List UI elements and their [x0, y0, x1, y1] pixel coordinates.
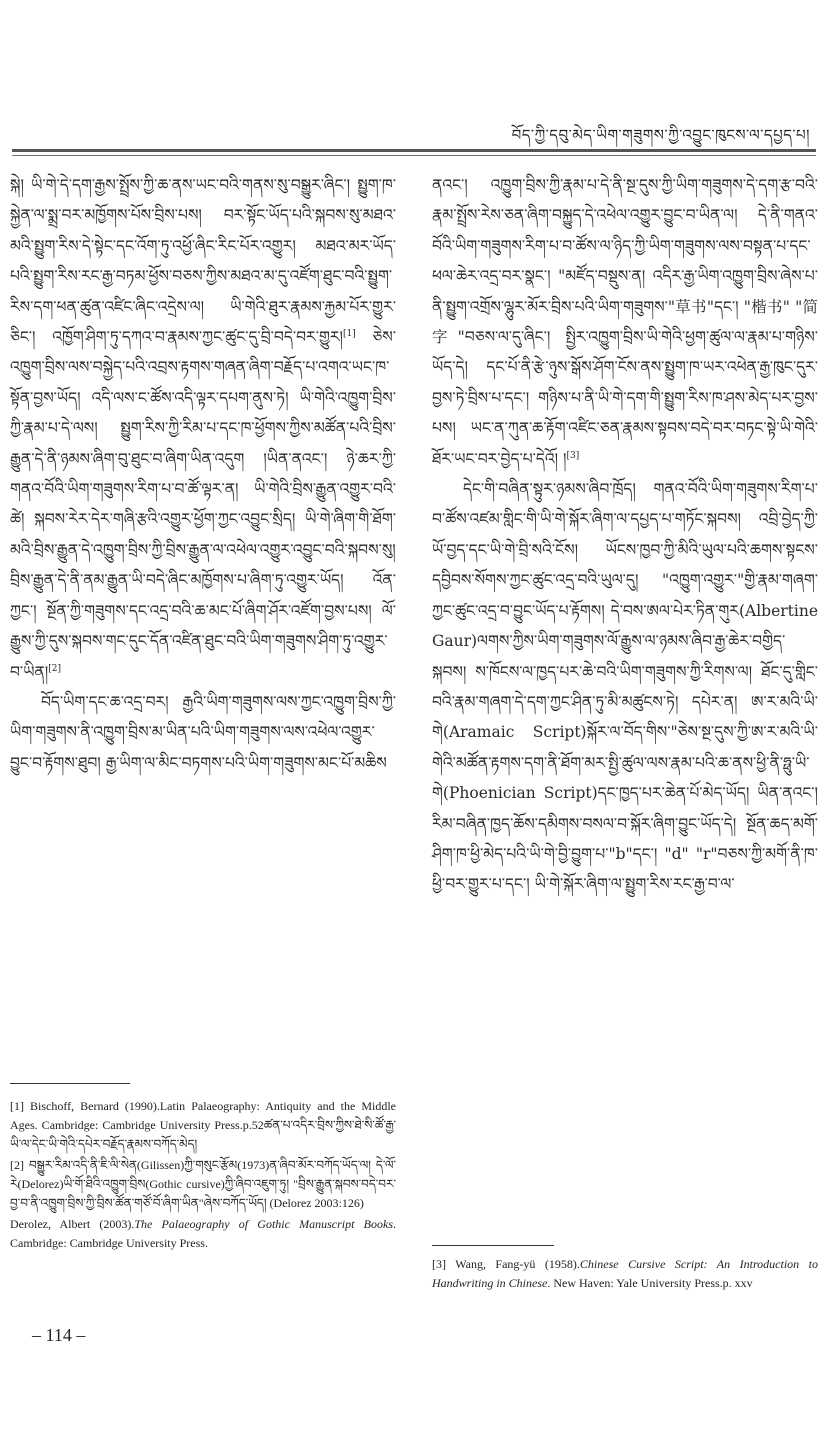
footnote-rule-left — [10, 1083, 130, 1084]
footnote-ref-2: [2] — [48, 663, 61, 674]
right-column — [432, 170, 818, 900]
running-header — [12, 115, 816, 151]
footnote-2-ref-title: The Palaeography of Gothic Manuscript Books — [134, 1217, 393, 1231]
header-rule-thin — [12, 155, 816, 156]
right-paragraph-1 — [432, 170, 818, 474]
footnotes-right — [432, 1255, 818, 1295]
footnote-2-reference — [10, 1215, 396, 1253]
left-paragraph-1-text-a: སྐེ། ཡི་གེ་དེ་དག་རྒྱས་སྤྲོས་ཀྱི་ཆ་ནས་ཡང་བའི་གནས་སུ་བསྒྱུར་ཞིང་། སྤྱུག་ཁ་སྐྱེན་ལ་སྨྲ་བར་མཁྱོགས་པོས་བྲིས་པས། བར་སྟོང་ཡོད་པའི་སྐབས་སུ་མཐའ་མའི་སྤྱུག་རིས་དེ་སྟེང་དང་འོག་ཏུ་འཕྱོ་ཞིང་རིང་པོར་འགྱུར། མཐའ་མར་ཡོད་པའི་སྤྱུག་རིས་རང་རྒྱ་བཏམ་ཕྱོས་བཅས་ཀྱིས་མཐའ་མ་དུ་འཛོག་ཐུང་བའི་སྤྱུག་རིས་དག་ཕན་ཚུན་འཛིང་ཞིང་འདྲེས་ལ། ཡི་གེའི་ཐུར་རྣམས་རྐྱམ་པོར་གྱུར་ཅིང་། འཁྱོག་ཤིག་ཏུ་དཀའ་བ་རྣམས་ཀྱང་ཚུང་དུ་བྲི་བདེ་བར་གྱུར། — [10, 176, 396, 347]
footnote-3-suffix: . New Haven: Yale University Press.p. xxv — [547, 1276, 753, 1290]
footnote-1: [1] Bischoff, Bernard (1990).Latin Palaeography: Antiquity and the Middle Ages. Cambridge: Cambridge University Press.p.52ཚན་པ་འདིར་བྲིས་ཀྱིས་ཐེ་སི་ཚོ་རྒྱ་ཡི་ལ་དེང་ཡི་གེའི་དཔེར་བརྗོད་རྣམས་བཀོད་མེད། — [10, 1099, 396, 1151]
left-paragraph-1 — [10, 170, 396, 687]
right-paragraph-1-text: ནའང་། འཁྱུག་བྲིས་ཀྱི་རྣམ་པ་དེ་ནི་སྔ་དུས་ཀྱི་ཡིག་གཟུགས་དེ་དག་རྩ་བའི་རྣམ་སྤྲོས་རེས་ཅན་ཞིག་བསྐྱུད་དེ་འཕེལ་འགྱུར་བྱུང་བ་ཡིན་ལ། དེ་ནི་གནའ་བོའི་ཡིག་གཟུགས་རིག་པ་བ་ཚོས་ལ་ཉིད་ཀྱི་ཡིག་གཟུགས་ལས་བསྟན་པ་དང་ཕལ་ཆེར་འདྲ་བར་སྣང་། "མཛོད་བསྡུས་ན། འདིར་རྒྱ་ཡིག་འཁྱུག་བྲིས་ཞེས་པ་ནི་སྤྱུག་འགྲོས་ལྷུར་མོར་བྲིས་པའི་ཡིག་གཟུགས་"草书"དང་། "楷书" "简字"བཅས་ལ་དུ་ཞིང་། སྤྱིར་འཁྱུག་བྲིས་ཡི་གེའི་ཕྱག་ཚུལ་ལ་རྣམ་པ་གཉིས་ཡོད་དེ། དང་པོ་ནི་རྩེ་ཉུས་སྒོས་ཤོག་ངོས་ནས་སྤྱུག་ཁ་ཡར་འཕེན་རྒྱ་ཁུང་དུར་བྱས་ཏེ་བྲིས་པ་དང་། གཉིས་པ་ནི་ཡི་གེ་དག་གི་སྤྱུག་རིས་ཁ་ཤས་མེད་པར་བྱས་པས། ཡང་ན་ཀུན་ཆ་རྟོག་འཛིང་ཅན་རྣམས་སྟབས་བདེ་བར་བཏང་སྟེ་ཡི་གེའི་ཐོར་ཡང་བར་བྱེད་པ་དེའོ། ། — [432, 176, 818, 468]
header-rule-thick — [12, 149, 816, 152]
footnotes-left — [10, 1097, 396, 1255]
right-paragraph-2: དེང་གི་བཞིན་སྟུར་ཉམས་ཞིབ་ཁྲོད། གནའ་བོའི་ཡིག་གཟུགས་རིག་པ་བ་ཚོས་འཛམ་གླིང་གི་ཡི་གེ་སྐོར་ཞིག་ལ་དཔྱད་པ་གཏོང་སྐབས། འབྲི་བྱེད་ཀྱི་ཡོ་བྱད་དང་ཡི་གེ་བྲི་སའི་ངོས། ཡོངས་ཁྱབ་ཀྱི་མིའི་ཡུལ་པའི་ཆགས་སྟངས་དབྱིབས་སོགས་ཀྱང་ཚུང་འདྲ་བའི་ཡུལ་དུ། "འཁྱུག་འགྱུར་"གྱི་རྣམ་གཞག་ཀྱང་ཚུང་འདྲ་བ་བྱུང་ཡོད་པ་རྟོགས། དེ་བས་ཨལ་པེར་ཏིན་གུར(Albertine Gaur)ལགས་ཀྱིས་ཡིག་གཟུགས་ལོ་རྒྱུས་ལ་ཉམས་ཞིབ་རྒྱ་ཆེར་བགྱིད་སྐབས། ས་ཁོངས་ལ་ཁྱད་པར་ཆེ་བའི་ཡིག་གཟུགས་ཀྱི་རིགས་ལ། ཐོང་དུ་གླིང་བའི་རྣམ་གཞག་དེ་དག་ཀྱང་ཤིན་ཏུ་མི་མཚུངས་ཏེ། དཔེར་ན། ཨ་ར་མའི་ཡི་གེ(Aramaic Script)སྐོར་ལ་བོད་གིས་"ཅེས་སྔ་དུས་ཀྱི་ཨ་ར་མའི་ཡི་གེའི་མཚོན་རྟགས་དག་ནི་ཐོག་མར་སྤྱི་ཚུལ་ལས་རྣམ་པའི་ཆ་ནས་ཕྱི་ནི་ཧྥུ་ཡི་གེ(Phoenician Script)དང་ཁྱད་པར་ཆེན་པོ་མེད་ཡོད། ཡིན་ནའང་། རིམ་བཞིན་ཁྱད་ཆོས་དམིགས་བསལ་བ་སྐོར་ཞིག་བྱུང་ཡོད་དེ། སྔོན་ཆད་མགོ་ཤིག་ཁ་ཕྱི་མེད་པའི་ཡི་གེ་བྱི་བྱུག་པ་"b"དང་། "d" "r"བཅས་ཀྱི་མགོ་ནི་ཁ་ཕྱི་བར་གྱུར་པ་དང་། ཡི་གེ་སྐོར་ཞིག་ལ་སྤྱུག་རིས་རང་རྒྱ་བ་ལ་ — [432, 480, 818, 894]
left-column — [10, 170, 396, 778]
footnote-ref-3: [3] — [566, 450, 580, 461]
footnote-2-ref-suffix: . Cambridge: Cambridge University Press. — [10, 1217, 396, 1250]
footnote-3-title: Chinese Cursive Script: An Introduction to Handwriting in Chinese — [432, 1257, 818, 1290]
footnote-rule-right — [432, 1245, 554, 1246]
footnote-2: [2] བསྒྱུར་རིམ་འདི་ནི་ཇི་ལི་སེན(Gilissen)ཀྱི་གསུང་རྩོམ(1973)ན་ཞིབ་མོར་བཀོད་ཡོད་ལ། དེ་ལོ་རེ(Delorez)ཡི་གོ་ཐིའི་འཁྱུག་བྲིས(Gothic cursive)ཀྱི་ཞིབ་འཇུག་ཏུ། "བྲིས་རྒྱུན་སྐབས་བདེ་བར་བྱ་བ་ནི་འཁྱུག་བྲིས་ཀྱི་བྲིས་ཚོན་གཙོ་བོ་ཞིག་ཡིན"ཞེས་བཀོད་ཡོད། (Delorez 2003:126) — [10, 1158, 396, 1210]
footnote-3 — [432, 1255, 818, 1293]
left-paragraph-2: བོད་ཡིག་དང་ཆ་འདྲ་བར། རྒྱའི་ཡིག་གཟུགས་ལས་ཀྱང་འཁྱུག་བྲིས་ཀྱི་ཡིག་གཟུགས་ནི་འཁྱུག་བྲིས་མ་ཡིན་པའི་ཡིག་གཟུགས་ལས་འཕེལ་འགྱུར་བྱུང་བ་རྟོགས་ཐུབ། རྒྱ་ཡིག་ལ་མིང་བཏགས་པའི་ཡིག་གཟུགས་མང་པོ་མཆིས — [10, 692, 396, 772]
footnote-3-prefix: [3] Wang, Fang-yü (1958). — [432, 1257, 580, 1271]
left-paragraph-1-text-b: ཅེས་འཁྱུག་བྲིས་ལས་བསྐྱེད་པའི་འབྲས་རྟགས་གཞན་ཞིག་བརྗོད་པ་འགའ་ཡང་ཁ་སྟོན་བྱས་ཡོད། འདི་ལས་ང་ཚོས་འདི་ལྟར་དཔག་ནུས་ཏེ། ཡི་གེའི་འཁྱུག་བྲིས་ཀྱི་རྣམ་པ་དེ་ལས། སྤྱུག་རིས་ཀྱི་རིམ་པ་དང་ཁ་ཕྱོགས་ཀྱིས་མཚོན་པའི་བྲིས་རྒྱུན་དེ་ནི་ཉམས་ཞིག་བུ་ཐུང་བ་ཞིག་ཡིན་འདུག །ཡིན་ནའང་། ཉེ་ཆར་ཀྱི་གནའ་བོའི་ཡིག་གཟུགས་རིག་པ་བ་ཚོ་ལྟར་ན། ཡི་གེའི་བྲིས་རྒྱུན་འགྱུར་བའི་ཚེ། སྐབས་རེར་དེར་གཞི་རྩའི་འགྱུར་ཕྱོག་ཀྱང་འབྱུང་སྲིད། ཡི་གེ་ཞིག་གི་ཐོག་མའི་བྲིས་རྒྱུན་དེ་འཁྱུག་བྲིས་ཀྱི་བྲིས་རྒྱུན་ལ་འཕེལ་འགྱུར་འབྱུང་བའི་སྐབས་སུ། བྲིས་རྒྱུན་དེ་ནི་ནམ་རྒྱུན་ཡི་བདེ་ཞིང་མཁྱོགས་པ་ཞིག་ཏུ་འགྱུར་ཡོད། འོན་ཀྱང་། སྔོན་ཀྱི་གཟུགས་དང་འདྲ་བའི་ཆ་མང་པོ་ཞིག་ཤོར་འཛོག་བྱས་པས། ལོ་རྒྱུས་ཀྱི་དུས་སྐབས་གང་དུང་དོན་འཛིན་ཐུང་བའི་ཡིག་གཟུགས་ཤིག་ཏུ་འགྱུར་བ་ཡིན། — [10, 328, 396, 681]
footnote-2-ref-prefix: Derolez, Albert (2003). — [10, 1217, 135, 1231]
footnote-ref-1: [1] — [342, 328, 356, 339]
page-number: – 114 – — [32, 1325, 86, 1345]
running-header-title: བོད་ཀྱི་དབུ་མེད་ཡིག་གཟུགས་ཀྱི་འབྱུང་ཁུངས་ལ་དཔྱད་པ། — [511, 126, 810, 144]
